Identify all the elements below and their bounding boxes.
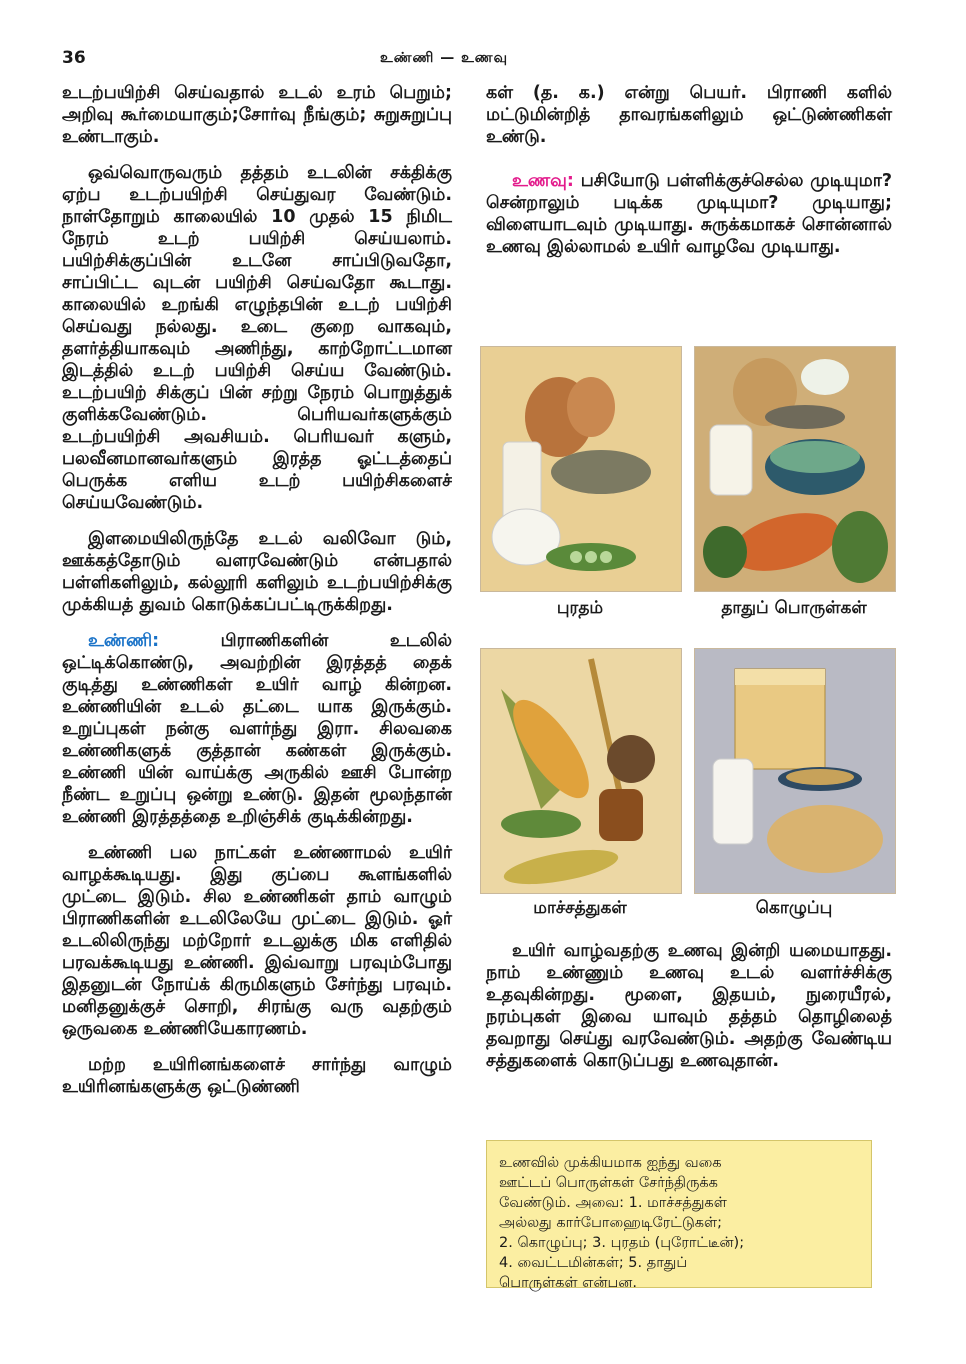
protein-foods-image — [481, 347, 681, 591]
minerals-image — [695, 347, 895, 591]
caption-protein: புரதம் — [556, 598, 604, 618]
right-column-bottom — [486, 940, 892, 1086]
carbohydrates-image — [481, 649, 681, 893]
paragraph: உண்ணி பல நாட்கள் உண்ணாமல் உயிர் வாழக்கூடியது. இது குப்பை கூளங்களில் முட்டை இடும். சில உண்ணிகள் தாம் வாழும் பிராணிகளின் உடலிலேயே முட்டை இடும். ஓர் உடலிலிருந்து மற்றோர் உடலுக்கு மிக எளிதில் பரவக்கூடியது உண்ணி. இவ்வாறு பரவும்போது இதனுடன் நோய்க் கிருமிகளும் சேர்ந்து பரவும். மனிதனுக்குச் சொறி, சிரங்கு வரு வதற்கும் ஒருவகை உண்ணியேகாரணம். — [62, 843, 452, 1039]
paragraph-unni — [62, 630, 452, 828]
right-column — [486, 82, 892, 272]
note-line: 2. கொழுப்பு; 3. புரதம் (புரோட்டீன்); — [499, 1235, 745, 1251]
caption-fats: கொழுப்பு — [755, 898, 833, 918]
minerals-illustration — [694, 346, 896, 592]
note-line: 4. வைட்டமின்கள்; 5. தாதுப் — [499, 1255, 688, 1271]
note-line: வேண்டும். அவை: 1. மாச்சத்துகள் — [499, 1195, 727, 1211]
fats-image — [695, 649, 895, 893]
note-line: பொருள்கள் என்பன. — [499, 1275, 637, 1291]
fats-illustration — [694, 648, 896, 894]
entry-text: பிராணிகளின் உடலில் ஒட்டிக்கொண்டு, அவற்றின் இரத்தத் தைக் குடித்து உண்ணிகள் உயிர் வாழ் கின்றன. உண்ணியின் உடல் தட்டை யாக இருக்கும். உறுப்புகள் நன்கு வளர்ந்து இரா. சிலவகை உண்ணிகளுக் குத்தான் கண்கள் இருக்கும். உண்ணி யின் வாய்க்கு அருகில் ஊசி போன்ற நீண்ட உறுப்பு ஒன்று உண்டு. இதன் மூலந்தான் உண்ணி இரத்தத்தை உறிஞ்சிக் குடிக்கின்றது. — [62, 631, 452, 827]
paragraph: உயிர் வாழ்வதற்கு உணவு இன்றி யமையாதது. நாம் உண்ணும் உணவு உடல் வளர்ச்சிக்கு உதவுகின்றது. மூளை, இதயம், நுரையீரல், நரம்புகள் இவை யாவும் தத்தம் தொழிலைத் தவறாது செய்து வரவேண்டும். அதற்கு வேண்டிய சத்துகளைக் கொடுப்பது உணவுதான். — [486, 941, 892, 1071]
paragraph: உடற்பயிற்சி செய்வதால் உடல் உரம் பெறும்; அறிவு கூர்மையாகும்;சோர்வு நீங்கும்; சுறுசுறுப்பு உண்டாகும். — [62, 83, 452, 147]
note-line: உணவில் முக்கியமாக ஐந்து வகை — [499, 1155, 722, 1171]
nutrition-note-box — [486, 1140, 872, 1291]
running-title: உண்ணி — உணவு — [380, 50, 508, 66]
caption-carbohydrates: மாச்சத்துகள் — [533, 898, 627, 918]
paragraph: ஒவ்வொருவரும் தத்தம் உடலின் சக்திக்கு ஏற்ப உடற்பயிற்சி செய்துவர வேண்டும். நாள்தோறும் காலையில் 10 முதல் 15 நிமிட நேரம் உடற் பயிற்சி செய்யலாம். பயிற்சிக்குப்பின் உடனே சாப்பிடுவதோ, சாப்பிட்ட வுடன் பயிற்சி செய்வதோ கூடாது. காலையில் உறங்கி எழுந்தபின் உடற் பயிற்சி செய்வது நல்லது. உடை குறை வாகவும், தளர்த்தியாகவும் அணிந்து, காற்றோட்டமான இடத்தில் உடற் பயிற்சி செய்ய வேண்டும். உடற்பயிற் சிக்குப் பின் சற்று நேரம் பொறுத்துக் குளிக்கவேண்டும். பெரியவர்களுக்கும் உடற்பயிற்சி அவசியம். பெரியவர் களும், பலவீனமானவர்களும் இரத்த ஓட்டத்தைப் பெருக்க எளிய உடற் பயிற்சிகளைச் செய்யவேண்டும். — [62, 163, 452, 513]
entry-term-unavu: உணவு: — [512, 171, 574, 191]
entry-text: பசியோடு பள்ளிக்குச்செல்ல முடியுமா? சென்றாலும் படிக்க முடியுமா? முடியாது; விளையாடவும் முடியாது. சுருக்கமாகச் சொன்னால் உணவு இல்லாமல் உயிர் வாழவே முடியாது. — [486, 171, 892, 257]
paragraph: கள் (த. க.) என்று பெயர். பிராணி களில் மட்டுமின்றித் தாவரங்களிலும் ஒட்டுண்ணிகள் உண்டு. — [486, 83, 892, 147]
carbohydrates-illustration — [480, 648, 682, 894]
protein-foods-illustration — [480, 346, 682, 592]
paragraph-unavu — [486, 170, 892, 258]
left-column — [62, 82, 452, 1112]
note-line: ஊட்டப் பொருள்கள் சேர்ந்திருக்க — [499, 1175, 718, 1191]
page-number: 36 — [62, 48, 86, 68]
note-line: அல்லது கார்போஹைடிரேட்டுகள்; — [499, 1215, 723, 1231]
paragraph: மற்ற உயிரினங்களைச் சார்ந்து வாழும் உயிரினங்களுக்கு ஒட்டுண்ணி — [62, 1055, 452, 1097]
entry-term-unni: உண்ணி: — [88, 631, 160, 651]
paragraph: இளமையிலிருந்தே உடல் வலிவோ டும், ஊக்கத்தோடும் வளரவேண்டும் என்பதால் பள்ளிகளிலும், கல்லூரி களிலும் உடற்பயிற்சிக்கு முக்கியத் துவம் கொடுக்கப்பட்டிருக்கிறது. — [62, 529, 452, 615]
caption-minerals: தாதுப் பொருள்கள் — [721, 598, 867, 618]
